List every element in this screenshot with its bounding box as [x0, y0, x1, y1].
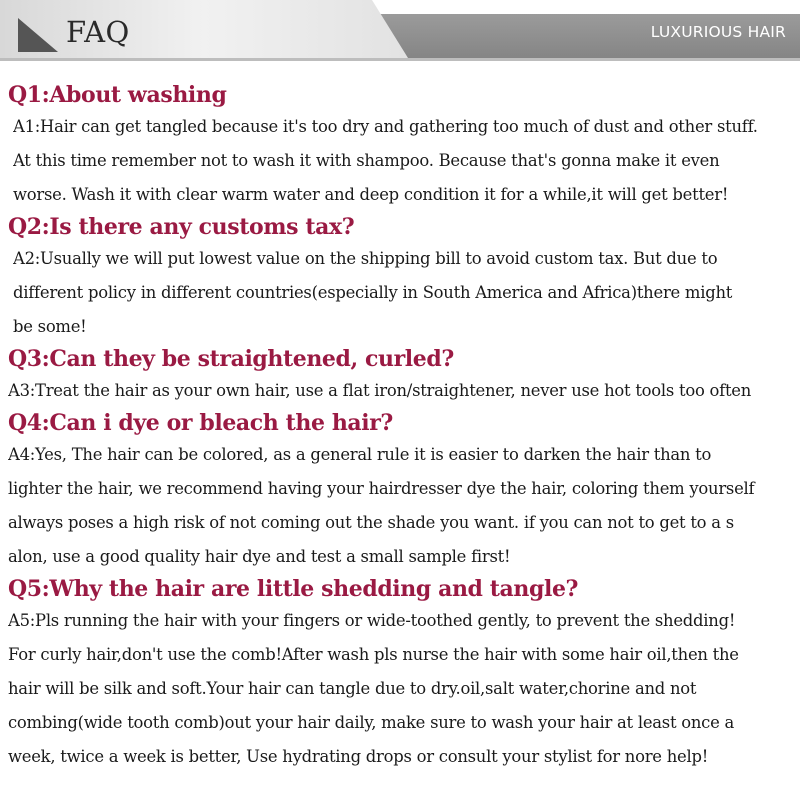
faq-header: [0, 0, 800, 64]
faq-question: Q1:About washing: [8, 82, 227, 108]
faq-answer-line: alon, use a good quality hair dye and test a small sample first!: [8, 547, 511, 566]
faq-item: [0, 212, 800, 344]
faq-question: Q2:Is there any customs tax?: [8, 214, 355, 240]
faq-answer-line: always poses a high risk of not coming out the shade you want. if you can not to get to a s: [8, 513, 734, 532]
faq-answer-line: be some!: [13, 317, 87, 336]
faq-answer-line: A4:Yes, The hair can be colored, as a general rule it is easier to darken the hair than to: [8, 445, 712, 464]
faq-answer: [8, 242, 800, 344]
faq-answer: [8, 438, 800, 574]
faq-answer: [8, 374, 800, 408]
faq-item: [0, 80, 800, 212]
faq-answer-line: A1:Hair can get tangled because it's too dry and gathering too much of dust and other stuff.: [13, 117, 758, 136]
faq-item: [0, 574, 800, 774]
faq-question: Q4:Can i dye or bleach the hair?: [8, 410, 393, 436]
faq-answer-line: different policy in different countries(especially in South America and Africa)there might: [13, 283, 733, 302]
faq-answer-line: A3:Treat the hair as your own hair, use a flat iron/straightener, never use hot tools too often: [8, 381, 752, 400]
faq-answer-line: worse. Wash it with clear warm water and deep condition it for a while,it will get better!: [13, 185, 729, 204]
faq-answer-line: hair will be silk and soft.Your hair can tangle due to dry.oil,salt water,chorine and not: [8, 679, 697, 698]
faq-answer-line: A2:Usually we will put lowest value on the shipping bill to avoid custom tax. But due to: [13, 249, 718, 268]
faq-list: [0, 80, 800, 774]
faq-answer-line: week, twice a week is better, Use hydrating drops or consult your stylist for nore help!: [8, 747, 709, 766]
faq-question: Q3:Can they be straightened, curled?: [8, 346, 454, 372]
faq-answer-line: At this time remember not to wash it with shampoo. Because that's gonna make it even: [13, 151, 720, 170]
faq-answer-line: A5:Pls running the hair with your fingers or wide-toothed gently, to prevent the shedding!: [8, 611, 736, 630]
faq-answer-line: combing(wide tooth comb)out your hair daily, make sure to wash your hair at least once a: [8, 713, 735, 732]
brand-label: LUXURIOUS HAIR: [650, 23, 786, 41]
faq-answer-line: For curly hair,don't use the comb!After wash pls nurse the hair with some hair oil,then the: [8, 645, 739, 664]
faq-answer: [8, 110, 800, 212]
faq-question: Q5:Why the hair are little shedding and tangle?: [8, 576, 579, 602]
page-title: FAQ: [66, 15, 130, 49]
faq-item: [0, 408, 800, 574]
faq-answer-line: lighter the hair, we recommend having your hairdresser dye the hair, coloring them yourself: [8, 479, 755, 498]
faq-answer: [8, 604, 800, 774]
faq-item: [0, 344, 800, 408]
